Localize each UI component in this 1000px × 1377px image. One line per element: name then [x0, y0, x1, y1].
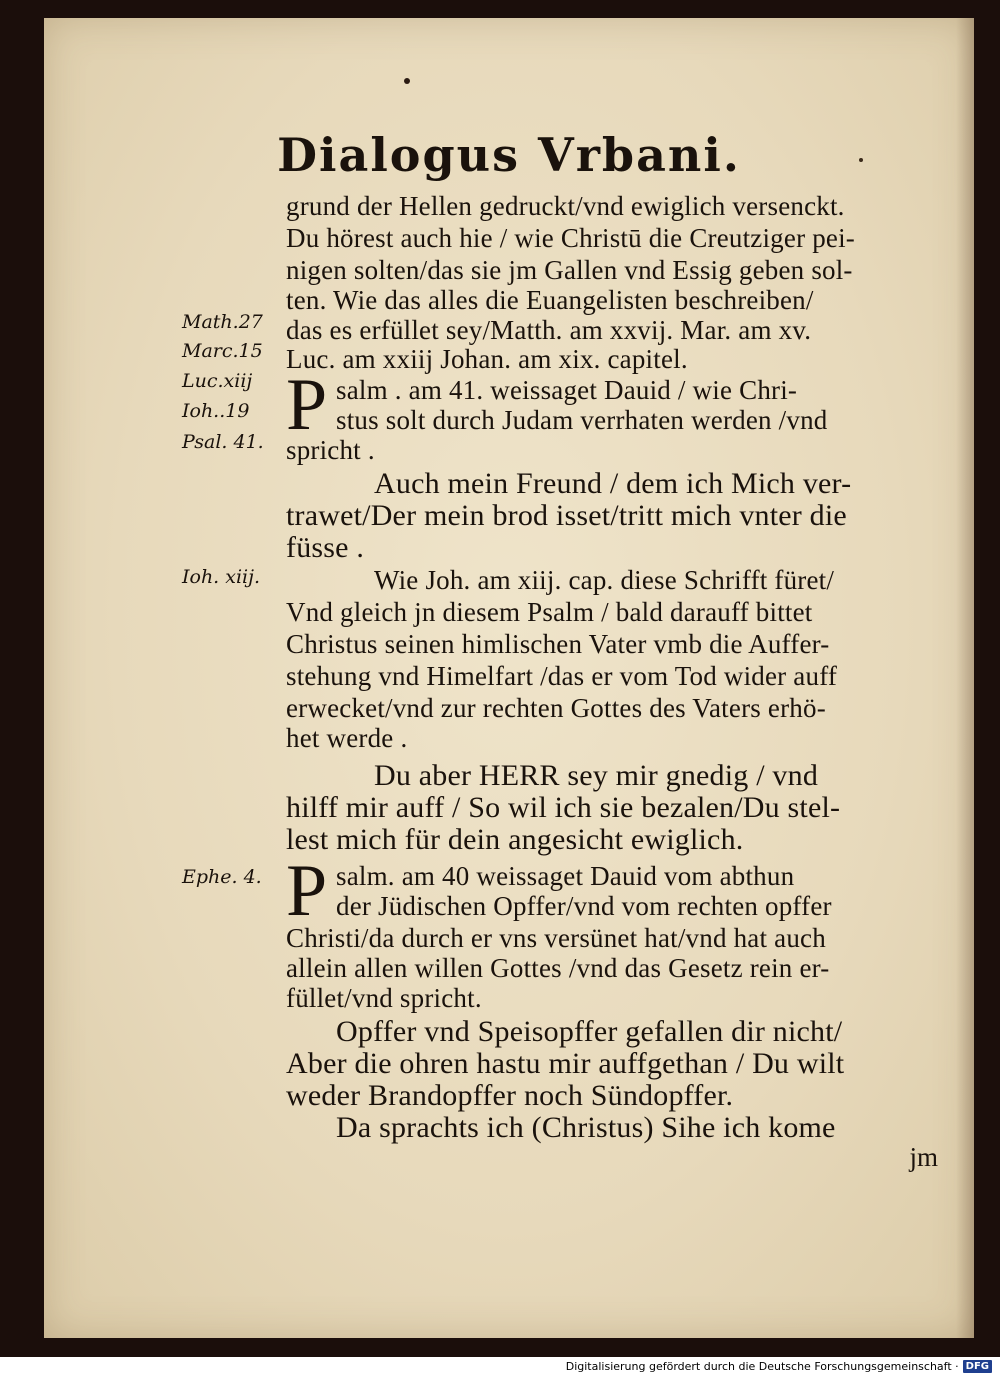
text-line: der Jüdischen Opffer/vnd vom rechten opffer [336, 891, 832, 921]
text-line: Aber die ohren hastu mir auffgethan / Du wilt [286, 1047, 845, 1080]
text-line: Da sprachts ich (Christus) Sihe ich kome [336, 1111, 836, 1144]
text-line: Christi/da durch er vns versünet hat/vnd hat auch [286, 923, 826, 953]
margin-note: Psal. 41. [182, 431, 264, 453]
margin-note: Ioh. xiij. [182, 566, 261, 588]
book-page [44, 18, 974, 1338]
footer-text: Digitalisierung gefördert durch die Deutsche Forschungsgemeinschaft · [565, 1359, 959, 1373]
text-line: das es erfüllet sey/Matth. am xxvij. Mar. am xv. [286, 315, 812, 345]
text-line: Opffer vnd Speisopffer gefallen dir nicht/ [336, 1015, 843, 1048]
catchword: jm [909, 1142, 938, 1172]
text-line: Vnd gleich jn diesem Psalm / bald darauff bittet [286, 597, 813, 627]
margin-note: Ioh..19 [182, 400, 250, 422]
text-line: Wie Joh. am xiij. cap. diese Schrifft füret/ [374, 565, 835, 595]
page-title: Dialogus Vrbani. [277, 128, 741, 182]
text-line: salm. am 40 weissaget Dauid vom abthun [336, 861, 795, 891]
text-line: het werde . [286, 723, 408, 753]
initial-letter: P [286, 850, 328, 932]
text-line: erwecket/vnd zur rechten Gottes des Vaters erhö- [286, 693, 826, 723]
dfg-logo: DFG [963, 1360, 992, 1373]
text-line: füllet/vnd spricht. [286, 983, 482, 1013]
text-line: allein allen willen Gottes /vnd das Gesetz rein er- [286, 953, 830, 983]
text-line: Auch mein Freund / dem ich Mich ver- [374, 467, 852, 500]
text-line: grund der Hellen gedruckt/vnd ewiglich versenckt. [286, 191, 845, 221]
text-line: hilff mir auff / So wil ich sie bezalen/Du stel- [286, 791, 841, 824]
text-line: Du aber HERR sey mir gnedig / vnd [374, 759, 819, 792]
margin-note: Math.27 [182, 311, 263, 333]
text-line: Du hörest auch hie / wie Christū die Creutziger pei- [286, 223, 855, 253]
margin-note: Luc.xiij [182, 370, 253, 392]
margin-note: Ephe. 4. [182, 866, 262, 888]
margin-note: Marc.15 [182, 340, 263, 362]
initial-letter: P [286, 364, 328, 446]
text-line: ten. Wie das alles die Euangelisten beschreiben/ [286, 285, 814, 315]
footer-credit [566, 1357, 992, 1375]
text-line: stehung vnd Himelfart /das er vom Tod wider auff [286, 661, 838, 691]
text-line: stus solt durch Judam verrhaten werden /vnd [336, 405, 828, 435]
text-line: trawet/Der mein brod isset/tritt mich vnter die [286, 499, 847, 532]
text-line: Christus seinen himlischen Vater vmb die Auffer- [286, 629, 830, 659]
text-line: weder Brandopffer noch Sündopffer. [286, 1079, 734, 1112]
text-line: salm . am 41. weissaget Dauid / wie Chri- [336, 375, 798, 405]
text-line: füsse . [286, 531, 365, 564]
text-line: lest mich für dein angesicht ewiglich. [286, 823, 744, 856]
text-line: spricht . [286, 435, 375, 465]
text-line: Luc. am xxiij Johan. am xix. capitel. [286, 344, 688, 374]
text-line: nigen solten/das sie jm Gallen vnd Essig geben sol- [286, 255, 853, 285]
ink-speck [404, 78, 410, 84]
